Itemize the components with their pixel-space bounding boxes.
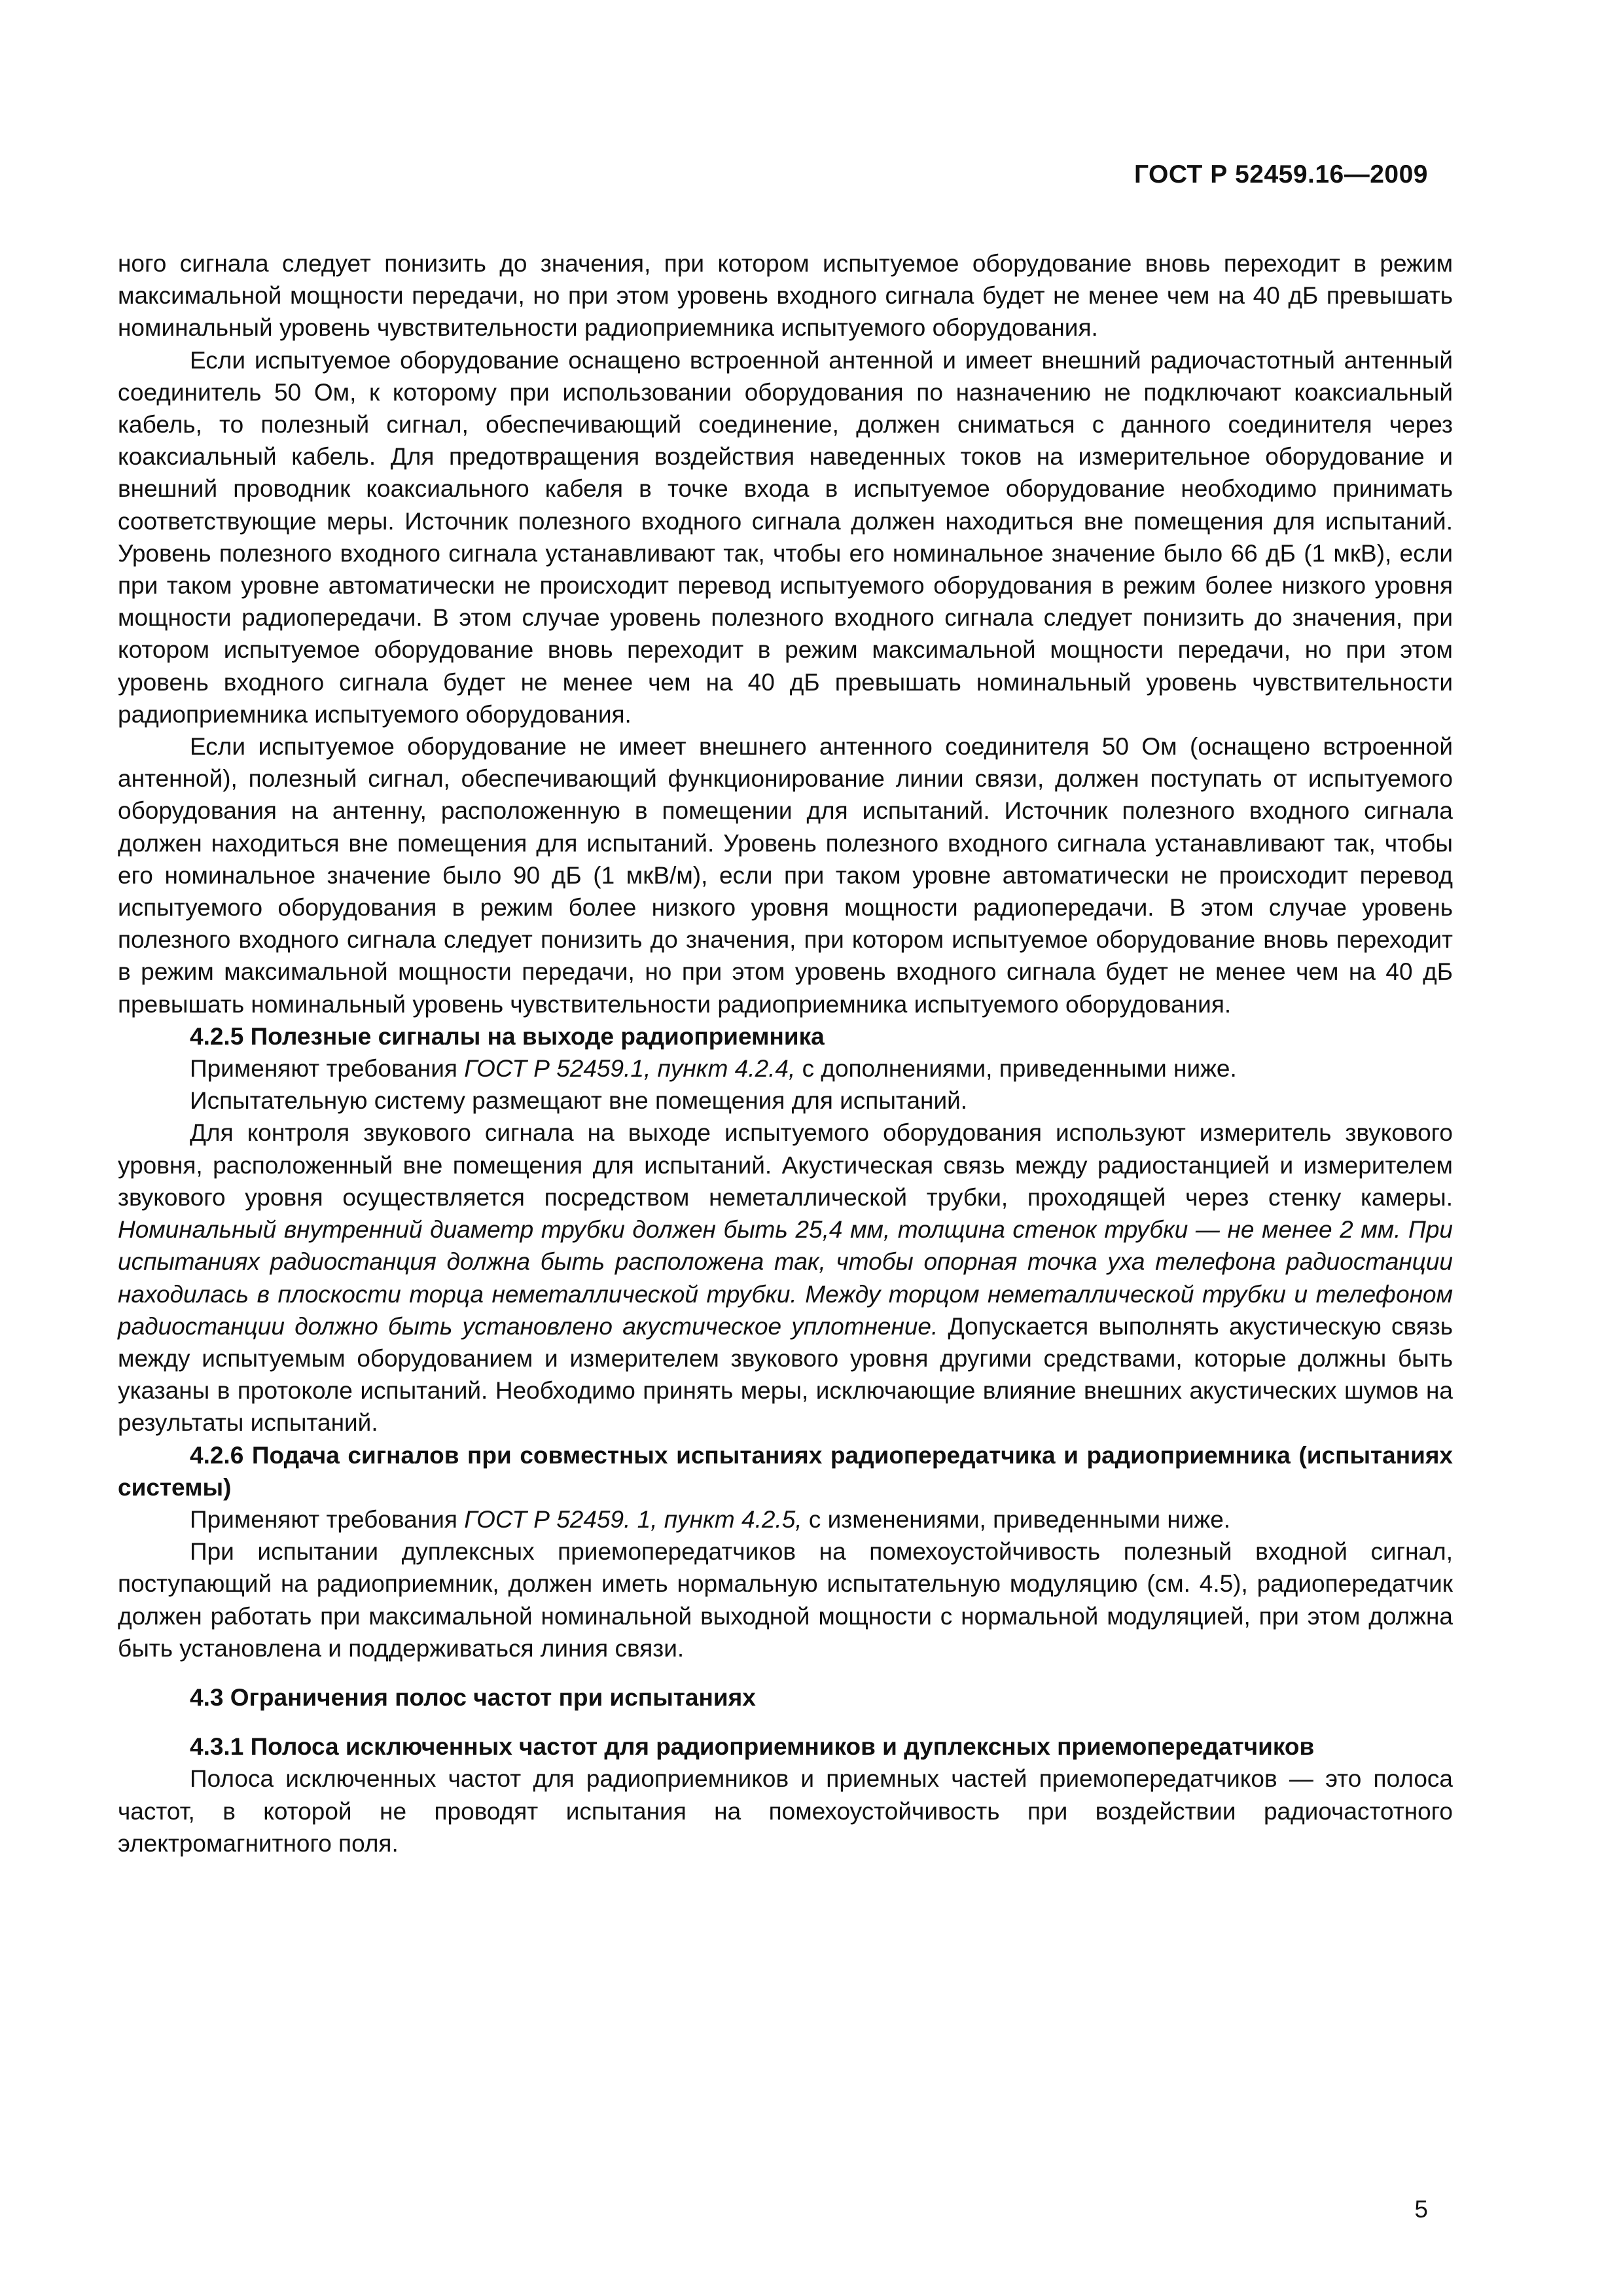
page-number: 5 — [1414, 2196, 1428, 2223]
section-heading-4-3: 4.3 Ограничения полос частот при испытаниях — [190, 1683, 756, 1711]
text: Применяют требования — [190, 1505, 465, 1533]
section-heading-4-3-1: 4.3.1 Полоса исключенных частот для радиоприемников и дуплексных приемопередатчиков — [190, 1733, 1315, 1761]
paragraph-test-system: Испытательную систему размещают вне помещения для испытаний. — [190, 1087, 968, 1115]
section-heading-4-2-6: 4.2.6 Подача сигналов при совместных испытаниях радиопередатчика и радиоприемника (испытаниях системы) — [118, 1441, 1453, 1501]
document-header: ГОСТ Р 52459.16—2009 — [1133, 160, 1428, 188]
section-heading-4-2-5: 4.2.5 Полезные сигналы на выходе радиоприемника — [190, 1022, 825, 1050]
text: Допускается выполнять акустическую связь между испытуемым оборудованием и измерителем звукового уровня другими средствами, которые должны быть указаны в протоколе испытаний. Необходимо принять меры, исключающие влияние внешних акустических шумов на результаты испытаний. — [118, 1312, 1453, 1437]
standard-reference: ГОСТ Р 52459.1, пункт 4.2.4, — [464, 1055, 796, 1083]
text: Для контроля звукового сигнала на выходе испытуемого оборудования используют измеритель звукового уровня, расположенный вне помещения для испытаний. Акустическая связь между радиостанцией и измерителем звукового уровня осуществляется посредством неметаллической трубки, проходящей через стенку камеры. — [118, 1119, 1453, 1211]
text: с дополнениями, приведенными ниже. — [795, 1055, 1237, 1083]
italic-requirement: Номинальный внутренний диаметр трубки должен быть 25,4 мм, толщина стенок трубки — не менее 2 мм. При испытаниях радиостанция должна быть расположена так, чтобы опорная точка уха телефона радиостанции находилась в плоскости торца неметаллической трубки. Между торцом неметаллической трубки и телефоном радиостанции должно быть установлено акустическое уплотнение. — [118, 1216, 1453, 1340]
text: Применяют требования — [190, 1055, 465, 1083]
paragraph-requirements-4-2-5 — [118, 1503, 1453, 1535]
paragraph-builtin-antenna: Если испытуемое оборудование оснащено встроенной антенной и имеет внешний радиочастотный антенный соединитель 50 Ом, к которому при использовании оборудования по назначению не подключают коаксиальный кабель, то полезный сигнал, обеспечивающий соединение, должен сниматься с данного соединителя через коаксиальный кабель. Для предотвращения воздействия наведенных токов на измерительное оборудование и внешний проводник коаксиального кабеля в точке входа в испытуемое оборудование необходимо принимать соответствующие меры. Источник полезного входного сигнала должен находиться вне помещения для испытаний. Уровень полезного входного сигнала устанавливают так, чтобы его номинальное значение было 66 дБ (1 мкВ), если при таком уровне автоматически не происходит перевод испытуемого оборудования в режим более низкого уровня мощности радиопередачи. В этом случае уровень полезного входного сигнала следует понизить до значения, при котором испытуемое оборудование вновь переходит в режим максимальной мощности передачи, но при этом уровень входного сигнала будет не менее чем на 40 дБ превышать номинальный уровень чувствительности радиоприемника испытуемого оборудования. — [118, 346, 1453, 728]
paragraph-duplex-testing: При испытании дуплексных приемопередатчиков на помехоустойчивость полезный входной сигнал, поступающий на радиоприемник, должен иметь нормальную испытательную модуляцию (см. 4.5), радиопередатчик должен работать при максимальной номинальной выходной мощности с нормальной модуляцией, при этом должна быть установлена и поддерживаться линия связи. — [118, 1538, 1453, 1662]
paragraph-no-external-connector: Если испытуемое оборудование не имеет внешнего антенного соединителя 50 Ом (оснащено встроенной антенной), полезный сигнал, обеспечивающий функционирование линии связи, должен поступать от испытуемого оборудования на антенну, расположенную в помещении для испытаний. Источник полезного входного сигнала должен находиться вне помещения для испытаний. Уровень полезного входного сигнала устанавливают так, чтобы его номинальное значение было 90 дБ (1 мкВ/м), если при таком уровне автоматически не происходит перевод испытуемого оборудования в режим более низкого уровня мощности радиопередачи. В этом случае уровень полезного входного сигнала следует понизить до значения, при котором испытуемое оборудование вновь переходит в режим максимальной мощности передачи, но при этом уровень входного сигнала будет не менее чем на 40 дБ превышать номинальный уровень чувствительности радиоприемника испытуемого оборудования. — [118, 733, 1453, 1018]
document-body — [118, 247, 1453, 1859]
paragraph-continuation: ного сигнала следует понизить до значения, при котором испытуемое оборудование вновь переходит в режим максимальной мощности передачи, но при этом уровень входного сигнала будет не менее чем на 40 дБ превышать номинальный уровень чувствительности радиоприемника испытуемого оборудования. — [118, 250, 1453, 342]
paragraph-sound-control — [118, 1117, 1453, 1439]
text: с изменениями, приведенными ниже. — [802, 1505, 1231, 1533]
paragraph-requirements-4-2-4 — [118, 1052, 1453, 1085]
paragraph-excluded-band: Полоса исключенных частот для радиоприемников и приемных частей приемопередатчиков — это полоса частот, в которой не проводят испытания на помехоустойчивость при воздействии радиочастотного электромагнитного поля. — [118, 1765, 1453, 1857]
standard-reference: ГОСТ Р 52459. 1, пункт 4.2.5, — [464, 1505, 802, 1533]
